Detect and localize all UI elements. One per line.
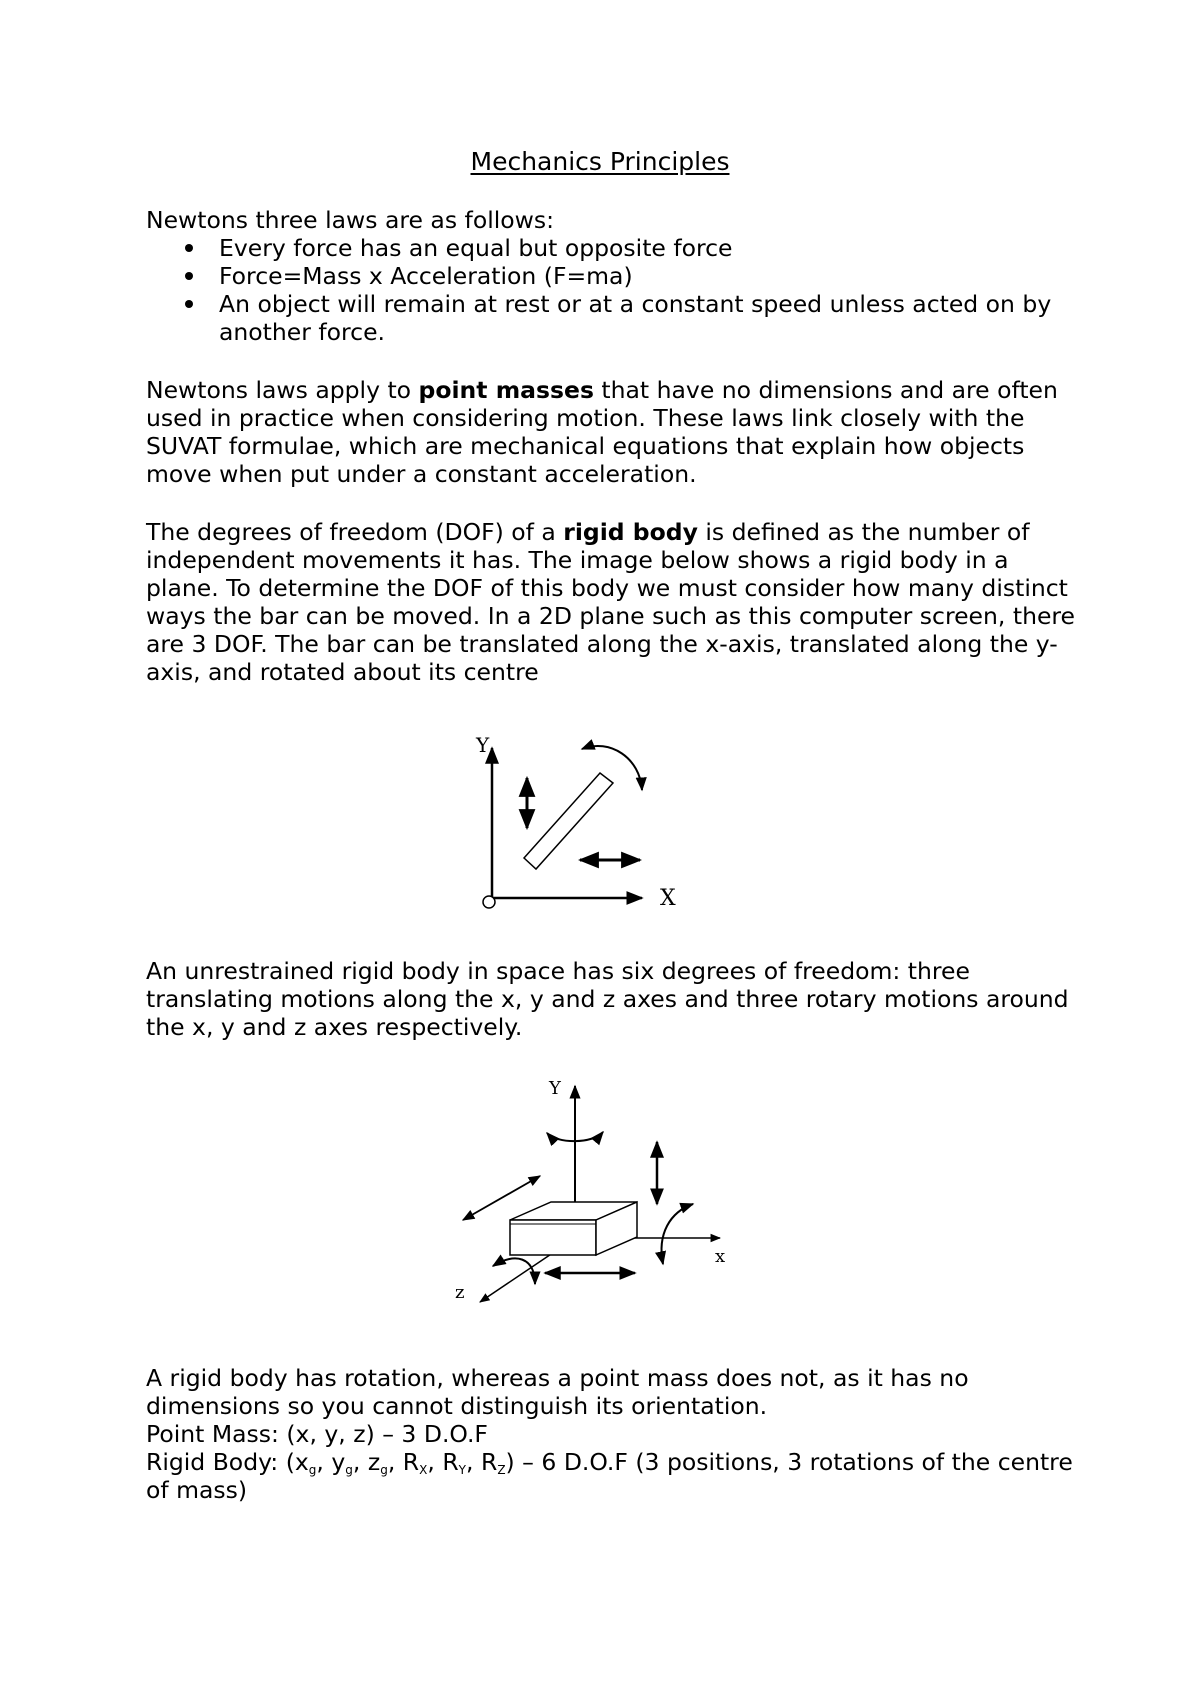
list-item: Force=Mass x Acceleration (F=ma) [146,262,1086,290]
rot-z: R [480,1448,498,1476]
rot-z-subscript: Z [497,1463,506,1477]
separator: , [352,1448,368,1476]
bold-term: rigid body [563,518,698,546]
rigid-body-suffix: ) – 6 D.O.F (3 positions, 3 rotations of the centre of mass) [146,1448,1073,1504]
rigid-bar [524,773,613,869]
intro-line: Newtons three laws are as follows: [146,206,555,234]
rot-x: R [402,1448,420,1476]
paragraph-point-masses [146,376,1086,488]
coord-y: y [331,1448,346,1476]
paragraph-text: The degrees of freedom (DOF) of a [146,518,564,546]
coord-x-subscript: g [308,1463,317,1477]
paragraph-text: Newtons laws apply to [146,376,419,404]
paragraph-rigid-body [146,518,1086,686]
laws-list [146,234,1086,346]
x-rotation-arrow [662,1204,693,1264]
coord-y-subscript: g [345,1463,353,1477]
rotation-note: A rigid body has rotation, whereas a point mass does not, as it has no dimensions so you cannot distinguish its orientation. [146,1364,969,1420]
paragraph-text: that have no dimensions and are often used in practice when considering motion. These laws link closely with the SUVAT formulae, which are mechanical equations that explain how objects move when put under a constant acceleration. [146,376,1058,488]
paragraph-summary [146,1364,1086,1504]
y-axis-label: Y [476,733,490,757]
paragraph-six-dof: An unrestrained rigid body in space has six degrees of freedom: three translating motions along the x, y and z axes and three rotary motions around the x, y and z axes respectively. [146,957,1069,1041]
rigid-body-line [146,1448,1086,1504]
rot-x-subscript: X [419,1463,428,1477]
separator: , [466,1448,481,1476]
separator: , [387,1448,403,1476]
rot-y: R [442,1448,459,1476]
bold-term: point masses [418,376,594,404]
point-mass-line: Point Mass: (x, y, z) – 3 D.O.F [146,1420,488,1448]
separator: , [316,1448,332,1476]
paragraph-text: is defined as the number of independent movements it has. The image below shows a rigid body in a plane. To determine the DOF of this body we must consider how many distinct ways the bar can be moved. In a 2D plane such as this computer screen, there are 3 DOF. The bar can be translated along the x-axis, translated along the y-axis, and rotated about its centre [146,518,1076,686]
coord-x: x [294,1448,309,1476]
coord-z-subscript: g [380,1463,388,1477]
x-axis-label: x [715,1246,726,1267]
rigid-body-prefix: Rigid Body: ( [146,1448,295,1476]
z-rotation-arrow [493,1258,535,1284]
coord-z: z [367,1448,381,1476]
rot-y-subscript: Y [458,1463,467,1477]
origin-marker [483,896,495,908]
box-front [510,1220,596,1255]
list-item: Every force has an equal but opposite force [146,234,1086,262]
figure-3d-dof [445,1072,735,1320]
list-item: An object will remain at rest or at a constant speed unless acted on by another force. [146,290,1086,346]
z-axis-label: z [455,1282,465,1303]
y-axis-label: Y [549,1078,561,1099]
figure-2d-dof [470,730,690,910]
separator: , [427,1448,443,1476]
page-title: Mechanics Principles [470,147,730,176]
x-axis-label: X [660,886,676,910]
